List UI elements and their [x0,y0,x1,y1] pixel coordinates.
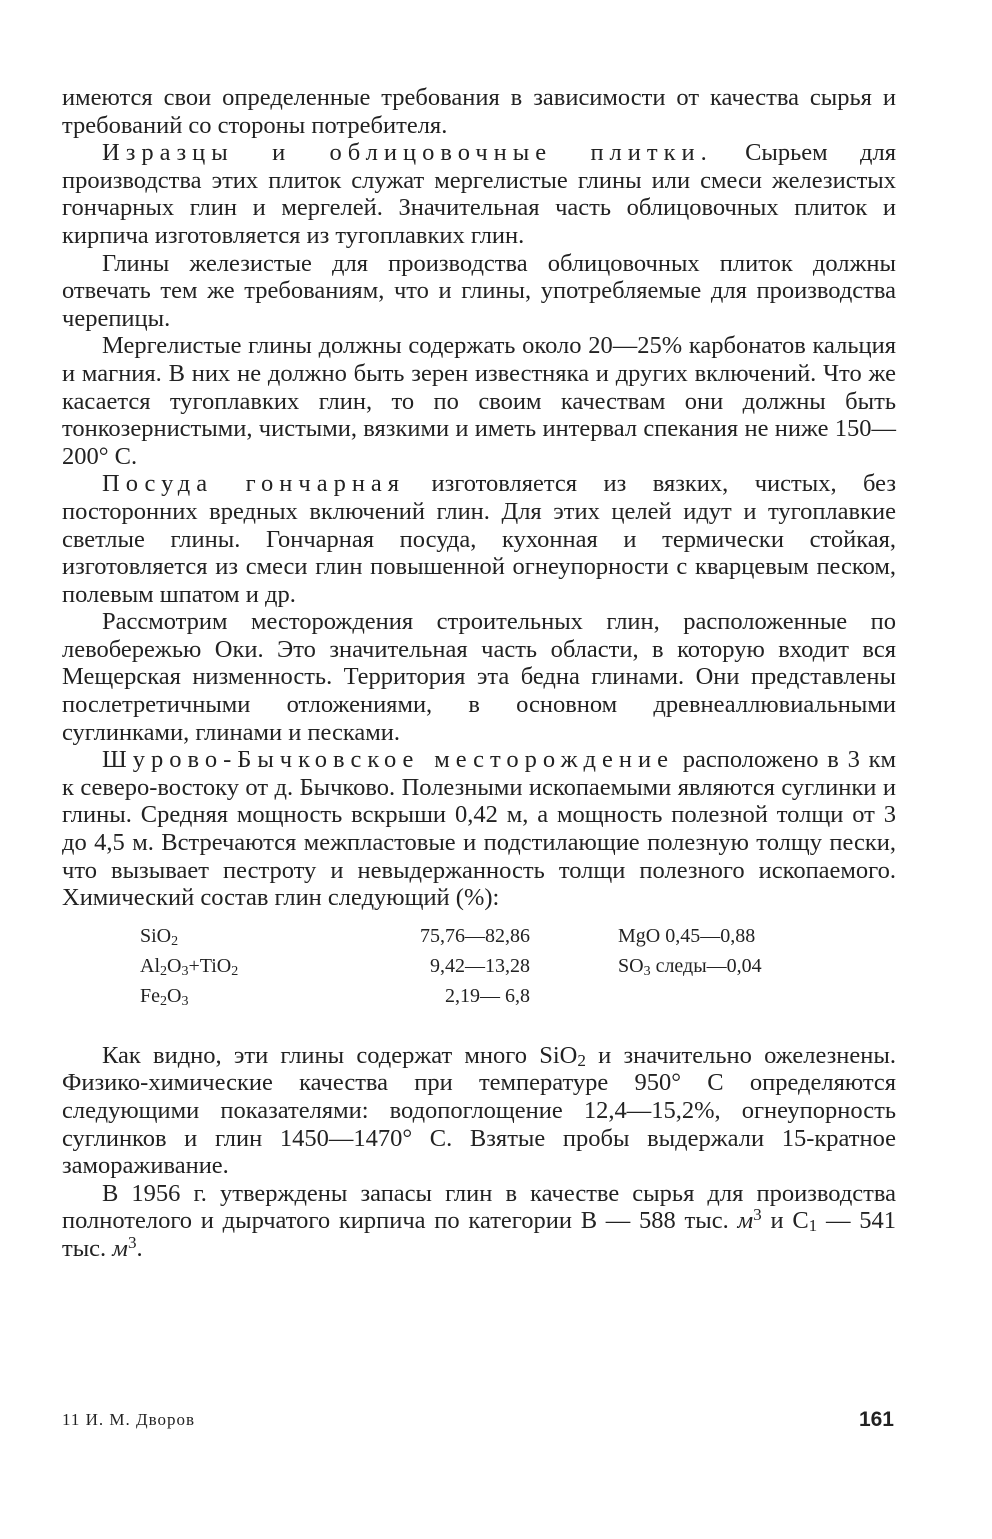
paragraph-lead: Шурово-Бычковское месторождение [102,746,674,774]
paragraph-marl-clays: Мергелистые глины должны содержать около 20—25% карбонатов кальция и магния. В них не должно быть зерен известняка и других включений. Что же касается тугоплавких глин, то по своим качествам они должны быть тонкозернистыми, чистыми, вязкими и иметь интервал спекания не ниже 150—200° С. [62,332,896,470]
paragraph-reserves: В 1956 г. утверждены запасы глин в качестве сырья для производства полнотелого и дырчатого кирпича по категории В — 588 тыс. $м^3$ и $С_1$ — 541 тыс. $м^3$. [62,1179,897,1262]
chem-value: 75,76—82,86 [420,924,530,947]
chem-row [62,952,896,980]
paragraph-text: Сырьем для производства этих плиток служат мергелистые глины или смеси железистых гончарных глин и мергелей. Значительная часть облицовочных плиток и кирпича изготовляется из тугоплавких глин. [62,139,896,249]
paragraph-analysis: Как видно, эти глины содержат много SiO$_2$ и значительно ожелезнены. Физико-химические качества при температуре 950° С определяются следующими показателями: водопоглощение 12,4—15,2%, огнеупорность суглинков и глин 1450—1470° С. Взятые пробы выдержали 15-кратное замораживание. [62,1041,896,1180]
chem-row [62,982,896,1010]
paragraph-text: расположено в 3 км к северо-востоку от д. Бычково. Полезными ископаемыми являются суглинки и глины. Средняя мощность вскрыши 0,42 м, а мощность полезной толщи от 3 до 4,5 м. Встречаются межпластовые и подстилающие полезную толщу пески, что вызывает пестроту и невыдержанность толщи полезного ископаемого. Химический состав глин следующий (%): [62,746,897,912]
chemical-composition-table [62,922,896,1014]
chem-formula: SiO$_2$ [140,924,179,949]
chem-value: 9,42—13,28 [430,954,530,977]
paragraph-continuation: имеются свои определенные требования в зависимости от качества сырья и требований со стороны потребителя. [62,84,896,139]
paragraph-text: изготовляется из вязких, чистых, без посторонних вредных включений глин. Для этих целей идут и тугоплавкие светлые глины. Гончарная посуда, кухонная и термически стойкая, изготовляется из смеси глин повышенной огнеупорности с кварцевым песком, полевым шпатом и др. [62,470,896,608]
paragraph-pottery [62,470,896,608]
paragraph-lead: Изразцы и облицовочные плитки. [102,139,713,167]
chem-extra: $SO_3$ следы—0,04 [618,954,762,979]
chem-extra: MgO 0,45—0,88 [618,924,756,947]
paragraph-tiles [62,139,896,249]
paragraph-deposits: Рассмотрим месторождения строительных глин, расположенные по левобережью Оки. Это значительная часть области, в которую входит вся Мещерская низменность. Территория эта бедна глинами. Они представлены послетретичными отложениями, в основном древнеаллювиальными суглинками, глинами и песками. [62,608,896,746]
page-footer [62,1408,896,1438]
chem-formula: $Fe_2O_3$ [140,984,189,1009]
paragraph-shurovo [62,746,896,912]
chem-formula: $Al_2O_3+TiO_2$ [140,954,239,979]
page-number: 161 [858,1408,894,1431]
paragraph-iron-clays: Глины железистые для производства облицовочных плиток должны отвечать тем же требованиям, что и глины, употребляемые для производства черепицы. [62,249,896,332]
chem-value: 2,19— 6,8 [445,984,530,1007]
chem-row [62,922,896,950]
printer-signature: 11 И. М. Дворов [62,1410,196,1429]
page-body [62,84,896,1263]
paragraph-lead: Посуда гончарная [102,470,406,498]
